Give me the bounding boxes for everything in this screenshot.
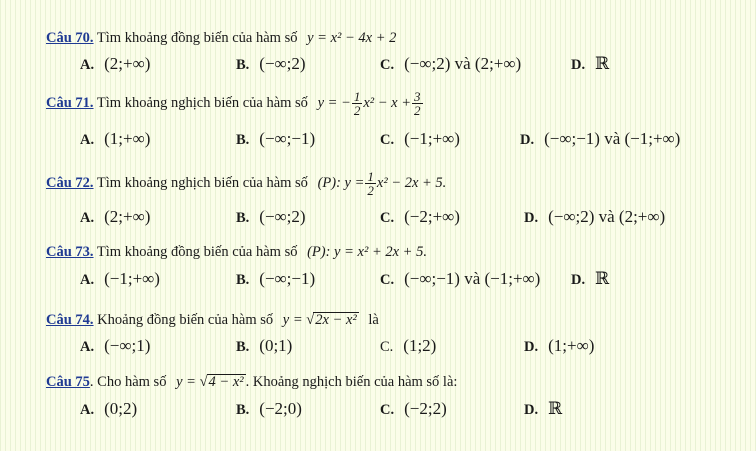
option-b[interactable]: B. (−∞;2)	[236, 207, 306, 226]
option-d[interactable]: D. (−∞;−1) và (−1;+∞)	[520, 129, 681, 148]
option-a[interactable]: A. (2;+∞)	[80, 54, 151, 73]
option-b[interactable]: B. (−∞;−1)	[236, 129, 316, 148]
option-c[interactable]: C. (−2;+∞)	[380, 207, 460, 226]
sqrt-sign-icon: √	[306, 312, 315, 328]
formula: y = x² − 4x + 2	[307, 30, 397, 46]
question-label: Câu 75	[46, 374, 90, 390]
question-text: Tìm khoảng đồng biến của hàm số	[96, 30, 298, 46]
question-label: Câu 71.	[46, 94, 94, 111]
option-a[interactable]: A. (1;+∞)	[80, 129, 151, 148]
option-c[interactable]: C. (−∞;2) và (2;+∞)	[380, 54, 522, 73]
question-label: Câu 74.	[46, 312, 94, 328]
option-b[interactable]: B. (−∞;−1)	[236, 269, 316, 288]
formula: (P): y = $\frac{1}{2}$ x² − 2x + 5.	[317, 169, 447, 198]
question-text: Khoảng đồng biến của hàm số	[97, 312, 274, 328]
option-b[interactable]: B. (−∞;2)	[236, 54, 306, 73]
formula: (P): y = x² + 2x + 5.	[307, 244, 427, 260]
option-b[interactable]: B. (−2;0)	[236, 399, 302, 418]
option-c[interactable]: C. (1;2)	[380, 336, 437, 355]
question-text: . Cho hàm số	[89, 374, 167, 390]
question-label: Câu 73.	[46, 244, 94, 260]
option-a[interactable]: A. (−∞;1)	[80, 336, 151, 355]
formula: y = √2x − x²	[282, 312, 357, 328]
option-d[interactable]: D. (−∞;2) và (2;+∞)	[524, 207, 666, 226]
question-text: Tìm khoảng nghịch biến của hàm số	[96, 94, 308, 111]
option-c[interactable]: C. (−∞;−1) và (−1;+∞)	[380, 269, 541, 288]
question-suffix: . Khoảng nghịch biến của hàm số là:	[245, 374, 458, 390]
question-72	[46, 170, 446, 197]
question-71	[46, 90, 424, 117]
option-c[interactable]: C. (−2;2)	[380, 399, 447, 418]
formula: y = − $\frac{1}{2}$ x² − x + $\frac{3}{2}$	[317, 89, 421, 118]
formula: y = √4 − x²	[176, 374, 244, 390]
option-a[interactable]: A. (2;+∞)	[80, 207, 151, 226]
question-suffix: là	[368, 312, 379, 328]
question-label: Câu 70.	[46, 30, 94, 46]
option-a[interactable]: A. (−1;+∞)	[80, 269, 160, 288]
option-c[interactable]: C. (−1;+∞)	[380, 129, 460, 148]
question-70	[46, 30, 396, 47]
question-75	[46, 374, 457, 391]
option-b[interactable]: B. (0;1)	[236, 336, 293, 355]
option-d[interactable]: D. (1;+∞)	[524, 336, 595, 355]
question-label: Câu 72.	[46, 174, 94, 191]
option-a[interactable]: A. (0;2)	[80, 399, 138, 418]
option-d[interactable]: D. ℝ	[571, 269, 610, 288]
question-73	[46, 244, 427, 261]
option-d[interactable]: D. ℝ	[571, 54, 610, 73]
sqrt-sign-icon: √	[199, 374, 208, 390]
question-text: Tìm khoảng đồng biến của hàm số	[96, 244, 298, 260]
option-d[interactable]: D. ℝ	[524, 399, 563, 418]
question-text: Tìm khoảng nghịch biến của hàm số	[96, 174, 308, 191]
question-74	[46, 312, 379, 329]
